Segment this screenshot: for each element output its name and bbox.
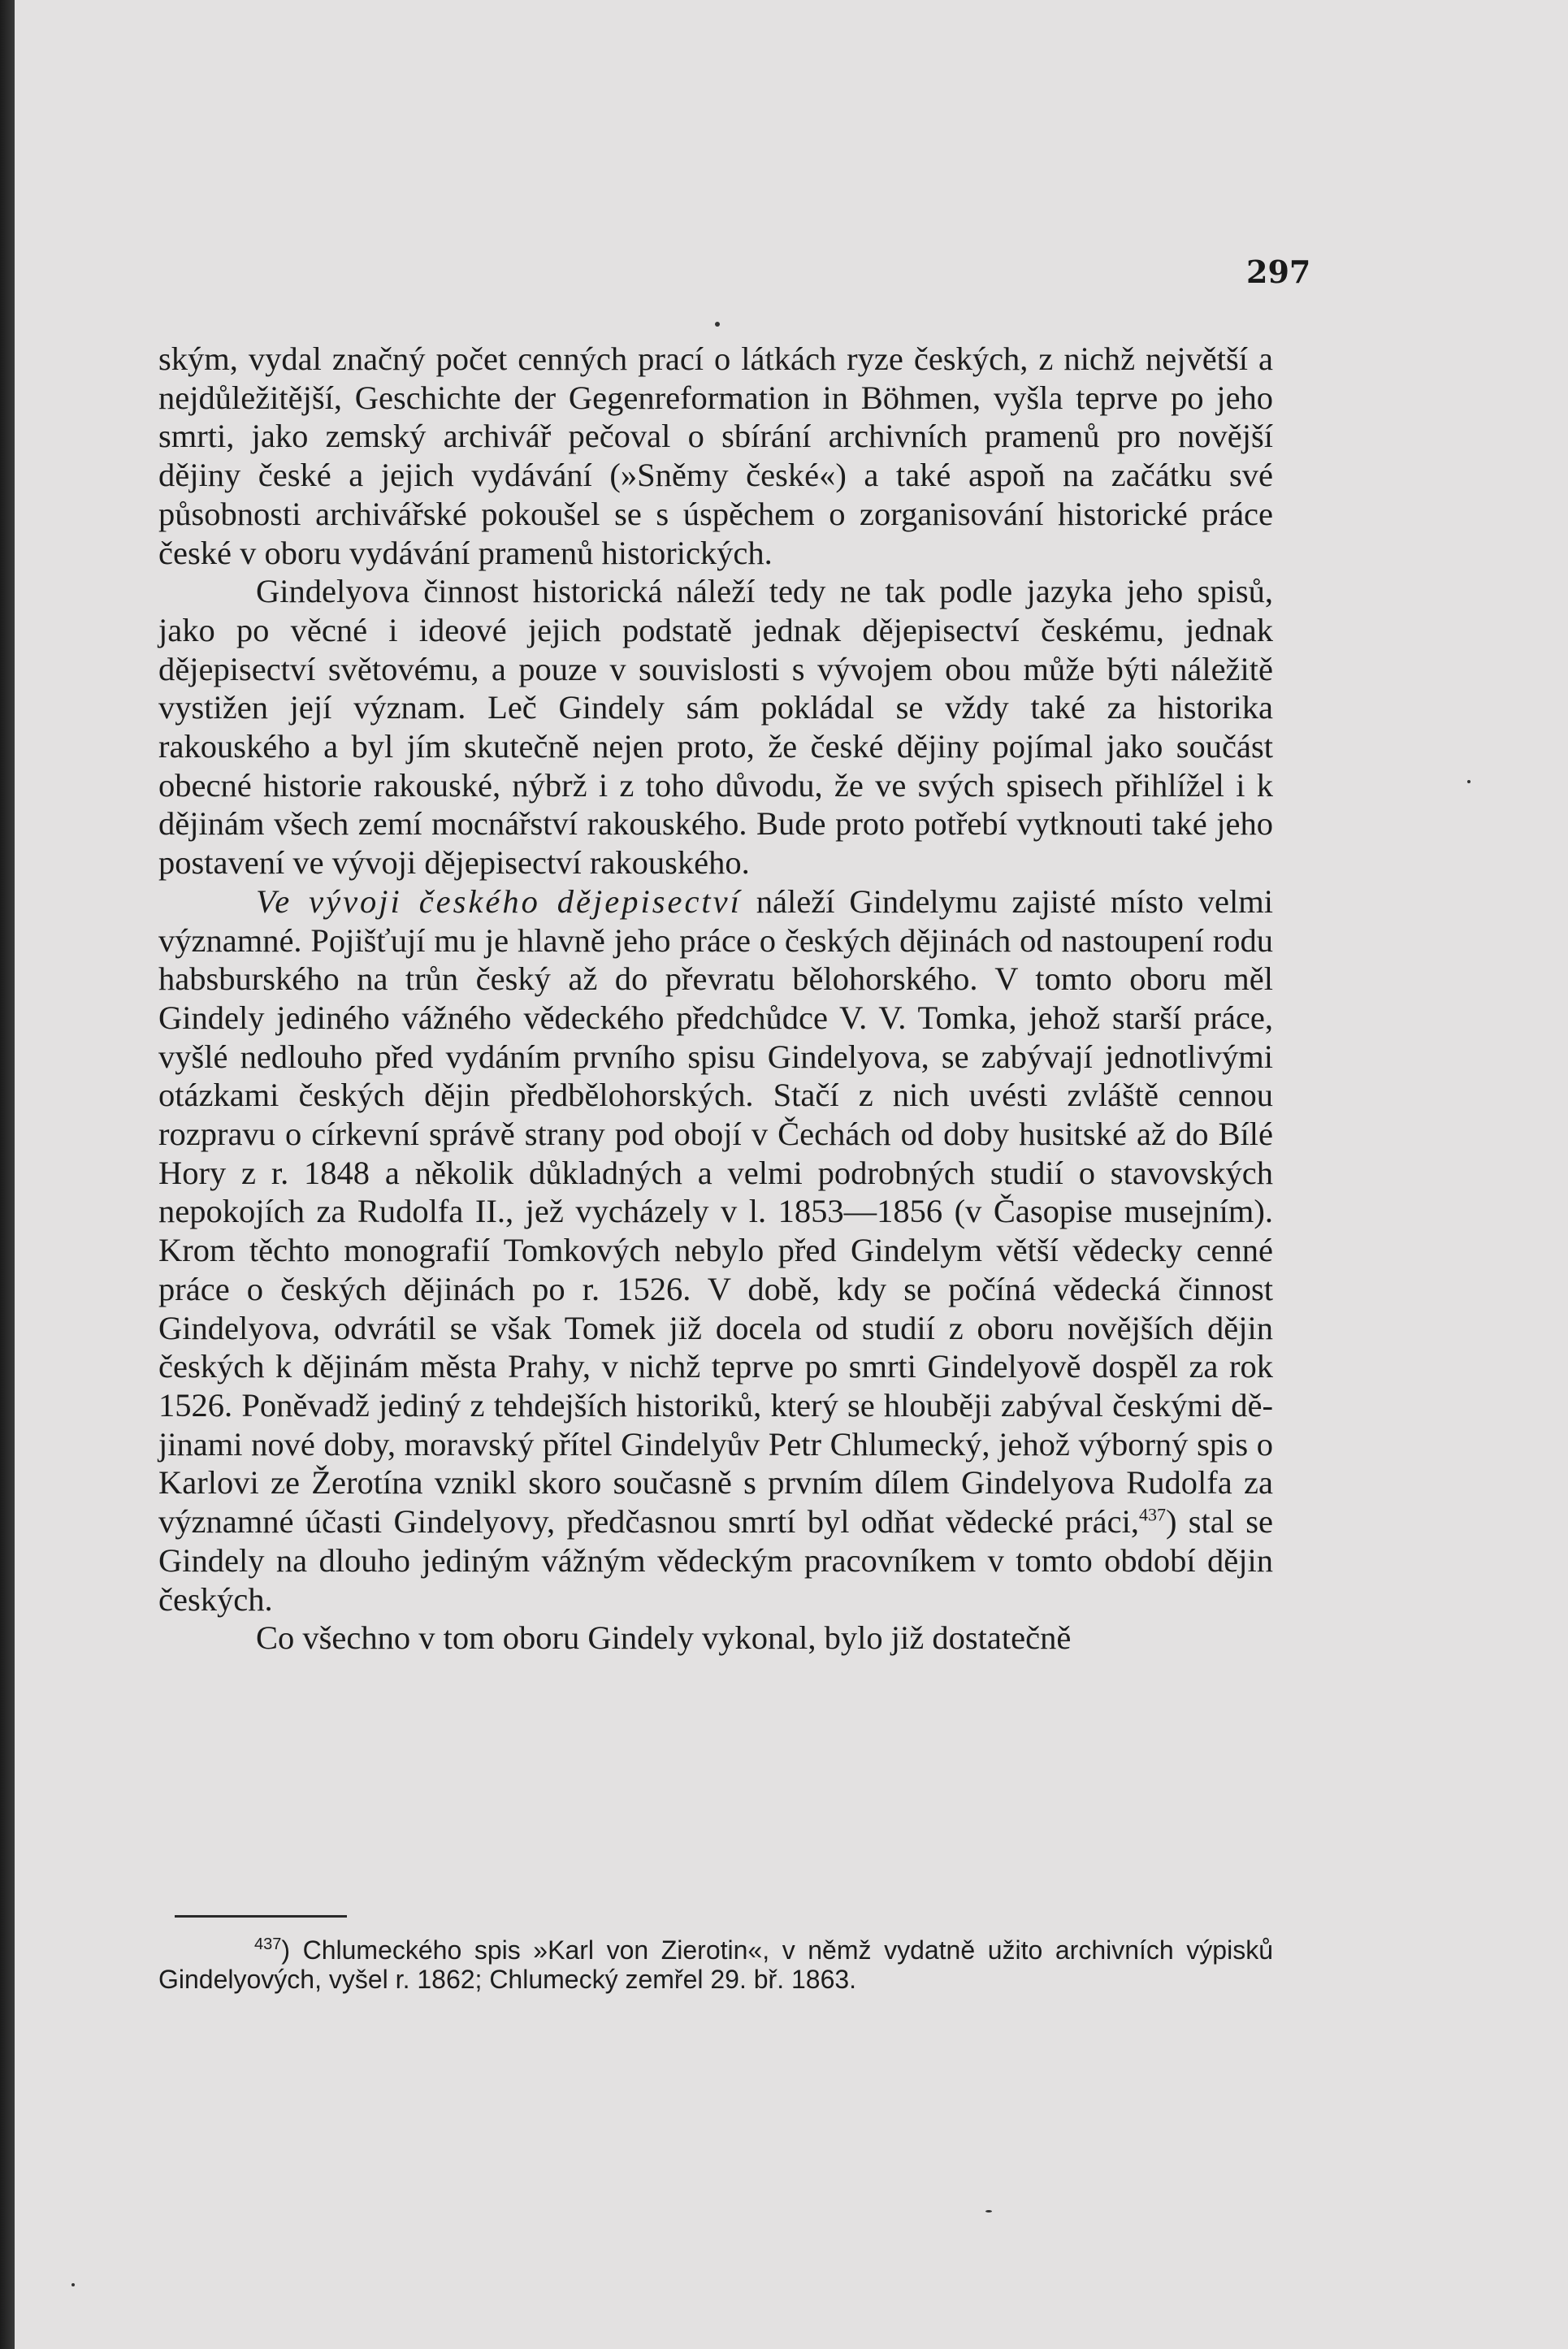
page-number: 297: [1246, 254, 1311, 290]
paragraph-2: [158, 572, 1273, 882]
paragraph-1: [158, 340, 1273, 572]
paragraph-text: Gindelyova činnost historická náleží tedy ne tak podle jazyka jeho spisů, jako po věcné i ideové jejich podstatě jednak dějepisectví českému, jednak dějepisectví světovému, a pouze v souvislosti s vývojem obou může býti náležitě vystižen její význam. Leč Gindely sám pokládal se vždy také za historika rakouského a byl jím skutečně nejen proto, že české dějiny pojímal jako součást obecné historie rakouské, nýbrž i z toho důvodu, že ve svých spisech přihlížel i k dějinám všech zemí mocnářství rakouského. Bude proto potřebí vytknouti také jeho postavení ve vývoji dějepisectví rakouského.: [158, 573, 1273, 882]
paragraph-3: [158, 882, 1273, 1619]
page-edge: [0, 0, 15, 2349]
scan-speck: [715, 322, 720, 327]
book-page: [15, 0, 1568, 2349]
scan-speck: [71, 2283, 75, 2286]
paragraph-text: ským, vydal značný počet cenných prací o látkách ryze českých, z nichž největší a nejdůležitější, Geschichte der Gegenreformation in Böhmen, vyšla teprve po jeho smrti, jako zemský archivář pečoval o sbírání archivních pramenů pro novější dějiny české a jejich vydávání (»Sněmy české«) a také aspoň na začátku své působnosti archivářské pokoušel se s úspěchem o zorganisování historické práce české v oboru vydávání pramenů historických.: [158, 340, 1273, 571]
paragraph-text: náleží Gindelymu zajisté místo velmi významné. Pojišťují mu je hlavně jeho práce o českých dějinách od nastoupení rodu habsburského na trůn český až do převratu bělohorského. V tomto oboru měl Gindely jediného vážného vědeckého předchůdce V. V. Tomka, jehož starší práce, vyšlé nedlouho před vydáním prvního spisu Gindelyova, se zabývají jednotlivými otázkami českých dějin předbělohorských. Stačí z nich uvésti zvláště cennou rozpravu o církevní správě strany pod obojí v Čechách od doby husitské až do Bílé Hory z r. 1848 a několik důkladných a velmi podrobných studií o stavovských nepokojích za Rudolfa II., jež vycházely v l. 1853—1856 (v Časopise musejním). Krom těchto monografií Tomkových nebylo před Gindelym větší vědecky cenné práce o českých dějinách po r. 1526. V době, kdy se počíná vědecká činnost Gindelyova, odvrátil se však Tomek již docela od studií z oboru novějších dějin českých k dějinám města Prahy, v nichž teprve po smrti Gindelyově dospěl za rok 1526. Poněvadž jediný z tehdejších historiků, který se hlouběji zabýval českými dějinami nové doby, moravský přítel Gindelyův Petr Chlumecký, jehož výborný spis o Karlovi ze Žerotína vznikl skoro současně s prvním dílem Gindelyova Rudolfa za významné účasti Gindelyovy, předčasnou smrtí byl odňat vědecké práci,: [158, 882, 1273, 1541]
scan-speck: [985, 2210, 992, 2212]
footnote-text: ) Chlumeckého spis »Karl von Zierotin«, v němž vydatně užito archivních výpisků Gindelyových, vyšel r. 1862; Chlumecký zemřel 29. bř. 1863.: [158, 1935, 1273, 1994]
footnote-reference[interactable]: 437: [1138, 1504, 1166, 1525]
footnote: [158, 1935, 1273, 1994]
paragraph-text: ) stal se Gindely na dlouho jediným vážným vědeckým pracovníkem v tomto období dějin českých.: [158, 1503, 1274, 1618]
scan-speck: [1467, 780, 1471, 783]
paragraph-4: [158, 1619, 1273, 1658]
body-text: [158, 340, 1273, 1658]
footnote-divider: [175, 1915, 347, 1918]
paragraph-text: Co všechno v tom oboru Gindely vykonal, bylo již dostatečně: [256, 1619, 1072, 1657]
footnote-mark: 437: [254, 1935, 282, 1954]
emphasized-phrase: Ve vývoji českého dějepisectví: [256, 882, 742, 920]
